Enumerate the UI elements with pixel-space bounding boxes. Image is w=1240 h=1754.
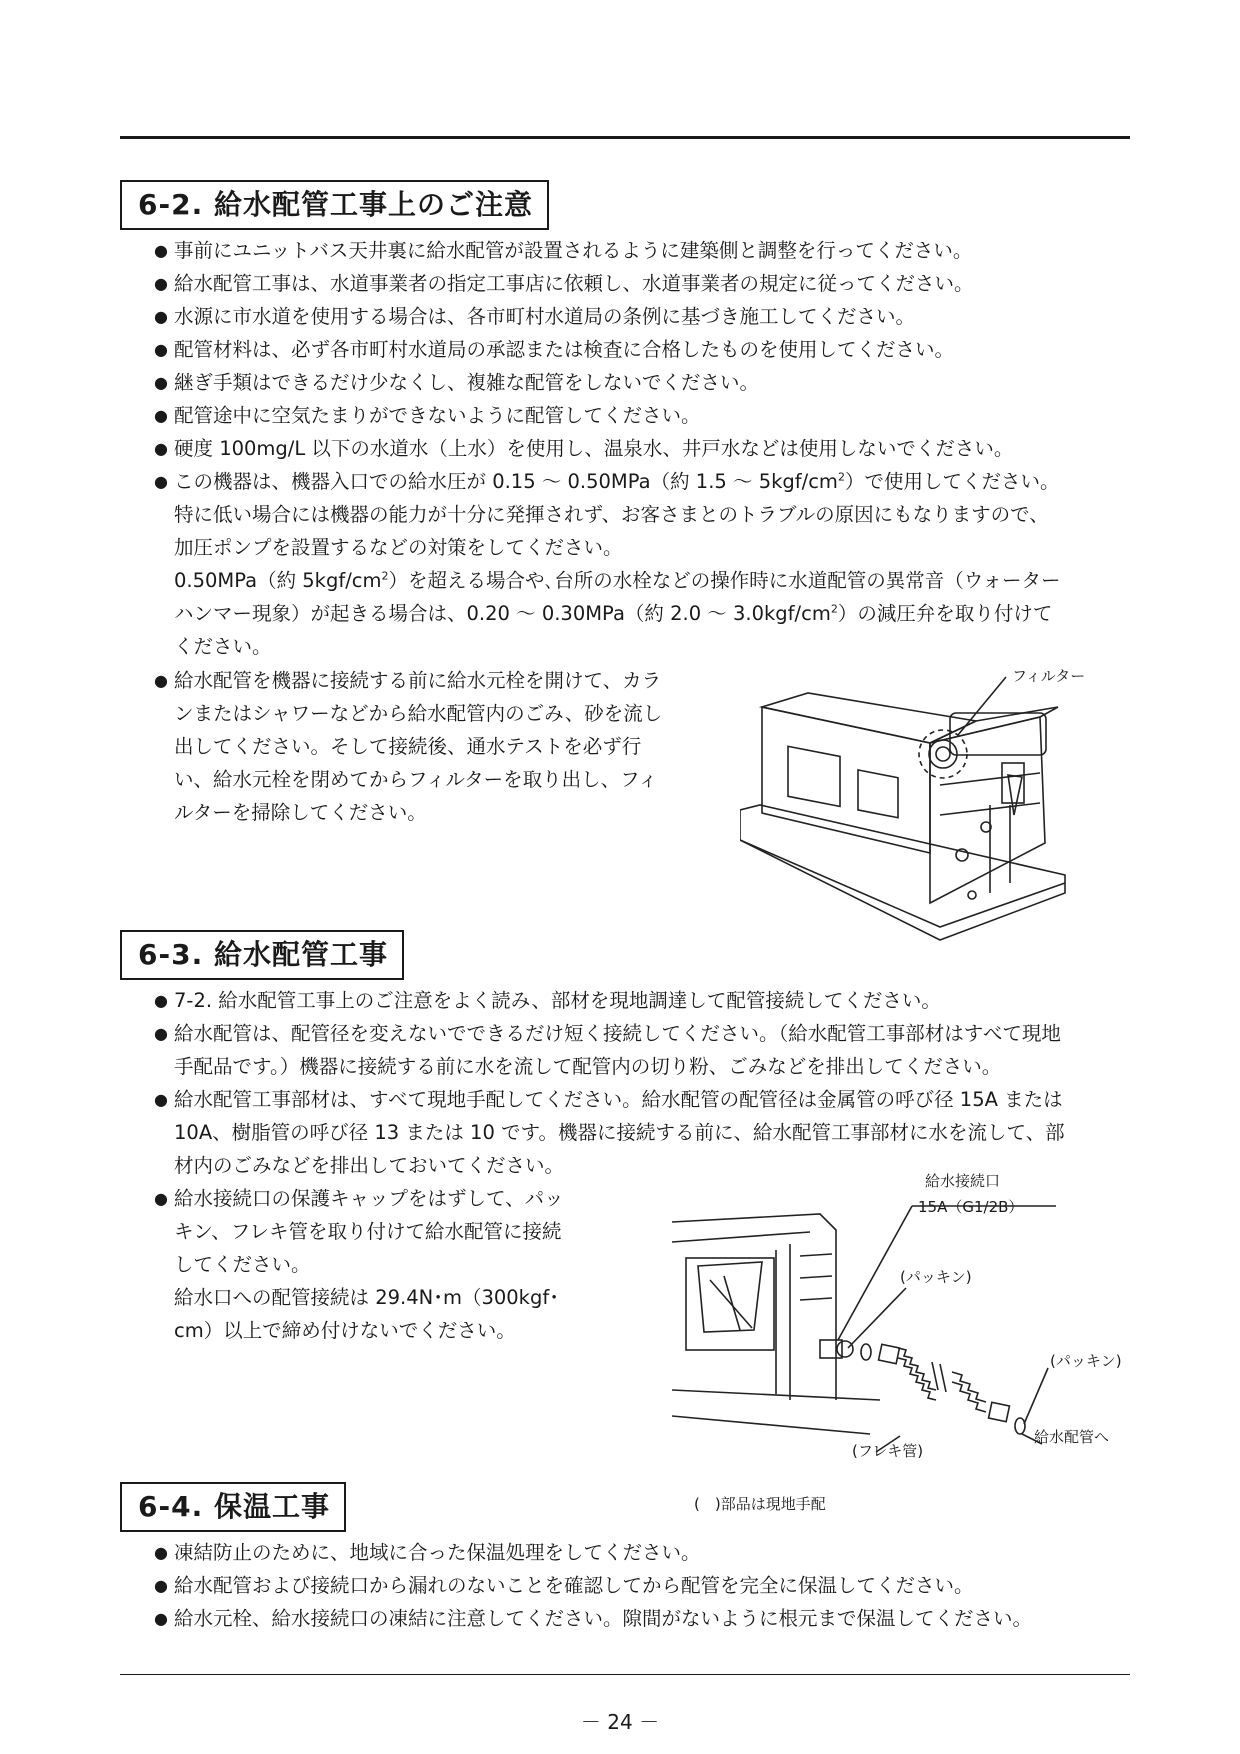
bottom-rule (120, 1674, 1130, 1675)
list-item: ● 配管途中に空気たまりができないように配管してください。 (154, 399, 1061, 432)
list-item: ● 給水元栓、給水接続口の凍結に注意してください。隙間がないように根元まで保温してください。 (154, 1602, 1032, 1635)
list-item: ● 硬度 100mg/L 以下の水道水（上水）を使用し、温泉水、井戸水などは使用しないでください。 (154, 432, 1061, 465)
flex-pipe-label: (フレキ管) (852, 1442, 924, 1460)
list-item: ● 事前にユニットバス天井裏に給水配管が設置されるように建築側と調整を行ってください。 (154, 234, 1061, 267)
pressure-line-4: 0.50MPa（約 $5kgf/cm^2$）を超える場合や､台所の水栓などの操作時に水道配管の異常音（ウォーター (174, 569, 1061, 592)
unit-filter-illustration (740, 665, 1120, 945)
section-6-3-list (154, 984, 1065, 1182)
list-item-pressure (154, 465, 1061, 663)
list-item: ● 凍結防止のために、地域に合った保温処理をしてください。 (154, 1536, 1032, 1569)
inlet-instruction (154, 1182, 564, 1347)
pressure-line-1: ● この機器は、機器入口での給水圧が 0.15 ～ 0.50MPa（約 1.5 ～ $5kgf/cm^2$）で使用してください。 (174, 470, 1060, 493)
to-supply-pipe-label: 給水配管へ (1034, 1428, 1110, 1446)
pressure-line-6: ください。 (174, 635, 272, 658)
list-item: ● 給水配管は、配管径を変えないでできるだけ短く接続してください。（給水配管工事部材はすべて現地 手配品です。）機器に接続する前に水を流して配管内の切り粉、ごみなどを排出してください。 (154, 1017, 1065, 1083)
list-item-filter: ● 給水配管を機器に接続する前に給水元栓を開けて、カラ ンまたはシャワーなどから給水配管内のごみ、砂を流し 出してください。そして接続後、通水テストを必ず行 い、給水元栓を閉めてからフィルターを取り出し、フィ ルターを掃除してください。 (154, 664, 662, 829)
page-number: － 24 － (580, 1710, 660, 1734)
section-title-6-2: 6-2. 給水配管工事上のご注意 (120, 180, 549, 230)
section-title-6-3: 6-3. 給水配管工事 (120, 930, 404, 980)
list-item: ● 配管材料は、必ず各市町村水道局の承認または検査に合格したものを使用してください。 (154, 333, 1061, 366)
section-title-6-4: 6-4. 保温工事 (120, 1482, 346, 1532)
list-item: ● 継ぎ手類はできるだけ少なくし、複雑な配管をしないでください。 (154, 366, 1061, 399)
section-6-4-list (154, 1536, 1032, 1635)
pressure-line-2: 特に低い場合には機器の能力が十分に発揮されず、お客さまとのトラブルの原因にもなりますので、 (174, 503, 1049, 526)
list-item: ● 7-2. 給水配管工事上のご注意をよく読み、部材を現地調達して配管接続してください。 (154, 984, 1065, 1017)
list-item-inlet: ● 給水接続口の保護キャップをはずして、パッ キン、フレキ管を取り付けて給水配管に接続 してください。 給水口への配管接続は 29.4N･m（300kgf･ cm）以上で締め付けないでください。 (154, 1182, 564, 1347)
list-item: ● 給水配管および接続口から漏れのないことを確認してから配管を完全に保温してください。 (154, 1569, 1032, 1602)
top-rule (120, 136, 1130, 139)
filter-label: フィルター (1012, 667, 1086, 685)
inlet-size-label: 15A（G1/2B） (918, 1198, 1024, 1216)
list-item: ● 水源に市水道を使用する場合は、各市町村水道局の条例に基づき施工してください。 (154, 300, 1061, 333)
packing-label-2: (パッキン) (1050, 1352, 1122, 1370)
list-item: ● 給水配管工事は、水道事業者の指定工事店に依頼し、水道事業者の規定に従ってください。 (154, 267, 1061, 300)
inlet-label: 給水接続口 (925, 1172, 1001, 1190)
pressure-line-5: ハンマー現象）が起きる場合は、0.20 ～ 0.30MPa（約 2.0 ～ $3.0kgf/cm^2$）の減圧弁を取り付けて (174, 602, 1053, 625)
list-item: ● 給水配管工事部材は、すべて現地手配してください。給水配管の配管径は金属管の呼び径 15A または 10A、樹脂管の呼び径 13 または 10 です。機器に接続する前に、給水配管工事部材に水を流して、部 材内のごみなどを排出しておいてください。 (154, 1083, 1065, 1182)
inlet-connection-illustration (670, 1180, 1130, 1470)
filter-instruction (154, 664, 662, 829)
pressure-line-3: 加圧ポンプを設置するなどの対策をしてください。 (174, 536, 623, 559)
packing-label-1: (パッキン) (900, 1268, 972, 1286)
section-6-2-list (154, 234, 1061, 663)
local-parts-note: ( )部品は現地手配 (694, 1495, 826, 1513)
